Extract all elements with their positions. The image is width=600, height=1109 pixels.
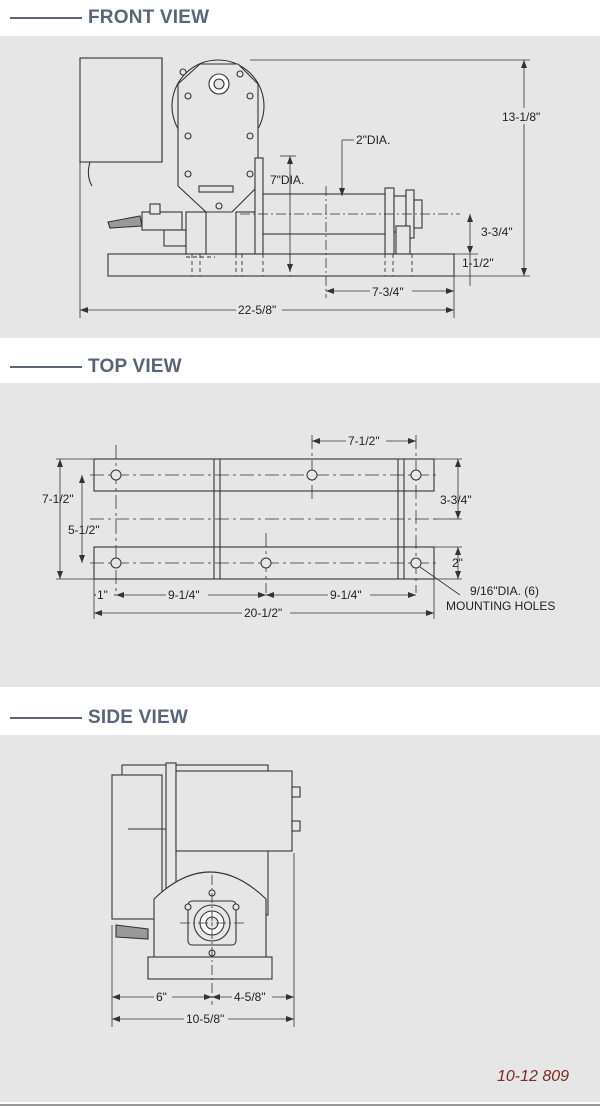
bottom-rule: [0, 1104, 600, 1106]
front-view-header: [0, 6, 600, 40]
front-view-panel: [0, 36, 600, 338]
base-plate: [108, 254, 454, 276]
drum-dia-label: 7"DIA.: [270, 173, 305, 187]
drawing-number: 10-12 809: [497, 1068, 570, 1085]
header-rule: [10, 717, 82, 719]
top-overall-length-label: 20-1/2": [244, 606, 283, 620]
left-to-center-label: 6": [156, 990, 167, 1004]
side-view-drawing: [0, 735, 600, 1102]
top-view-drawing: [0, 383, 600, 687]
side-view-panel: [0, 735, 600, 1102]
span-right-label: 9-1/4": [330, 588, 362, 602]
span-left-label: 9-1/4": [168, 588, 200, 602]
overall-width-label: 7-1/2": [42, 492, 74, 506]
side-overall-width-label: 10-5/8": [186, 1012, 225, 1026]
shaft-height-label: 3-3/4": [481, 225, 513, 239]
front-view-drawing: [0, 36, 600, 338]
right-offset-label: 3-3/4": [440, 493, 472, 507]
overall-length-label: 22-5/8": [238, 303, 277, 317]
motor-housing: [80, 58, 162, 162]
top-view-title: TOP VIEW: [88, 356, 182, 377]
overall-height-label: 13-1/8": [502, 110, 541, 124]
motor-housing-side: [176, 771, 292, 851]
left-edge-label: 1": [97, 588, 108, 602]
mounting-holes-note-1: 9/16"DIA. (6): [470, 584, 539, 598]
header-rule: [10, 17, 82, 19]
clutch-handle: [108, 216, 142, 228]
header-rule: [10, 366, 82, 368]
top-view-panel: [0, 383, 600, 687]
base-height-label: 1-1/2": [462, 256, 494, 270]
front-view-title: FRONT VIEW: [88, 7, 210, 28]
center-to-right-label: 4-5/8": [234, 990, 266, 1004]
side-clutch-handle: [116, 925, 148, 939]
hole-edge-label: 2": [452, 556, 463, 570]
shaft-dia-label: 2"DIA.: [356, 133, 391, 147]
hole-spacing-top-label: 7-1/2": [348, 434, 380, 448]
mounting-holes-note-2: MOUNTING HOLES: [446, 599, 556, 613]
inner-width-label: 5-1/2": [68, 523, 100, 537]
shaft-offset-label: 7-3/4": [372, 285, 404, 299]
side-view-title: SIDE VIEW: [88, 707, 188, 728]
